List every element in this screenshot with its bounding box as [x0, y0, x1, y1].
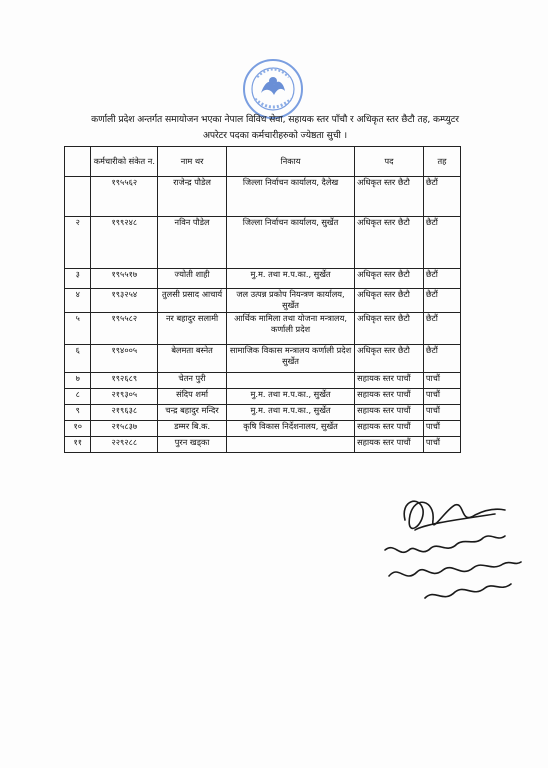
cell-employee-code: २१९६३८	[91, 405, 158, 421]
cell-post: सहायक स्तर पाचौं	[355, 389, 424, 405]
cell-post: अधिकृत स्तर छैटौ	[355, 289, 424, 313]
table-row	[65, 437, 461, 453]
cell-name: नर बहादुर सलामी	[158, 313, 227, 345]
cell-level: छैटौं	[423, 269, 460, 289]
table-row	[65, 405, 461, 421]
cell-office: आर्थिक मामिला तथा योजना मन्त्रालय, कर्णाली प्रदेश	[226, 313, 354, 345]
cell-employee-code: १९२६८९	[91, 373, 158, 389]
cell-office: जल उत्पन्न प्रकोप नियन्त्रण कार्यालय, सुर्खेत	[226, 289, 354, 313]
cell-post: सहायक स्तर पाचौं	[355, 405, 424, 421]
cell-sn: ११	[65, 437, 91, 453]
table-row	[65, 345, 461, 373]
cell-office: मु.म. तथा म.प.का., सुर्खेत	[226, 389, 354, 405]
cell-employee-code: १९३२५४	[91, 289, 158, 313]
cell-office: मु.म. तथा म.प.का., सुर्खेत	[226, 269, 354, 289]
heading-line-2: अपरेटर पदका कर्मचारीहरुको ज्येष्ठता सुची ।	[202, 130, 348, 141]
cell-level: छैटौं	[423, 289, 460, 313]
cell-level: छैटौं	[423, 313, 460, 345]
table-row	[65, 217, 461, 269]
cell-employee-code: १९४००५	[91, 345, 158, 373]
cell-level: पाचौं	[423, 437, 460, 453]
cell-name: संदिप शर्मा	[158, 389, 227, 405]
table-row	[65, 421, 461, 437]
cell-name: ज्योती शाही	[158, 269, 227, 289]
cell-name: बेलमता बस्नेत	[158, 345, 227, 373]
document-heading	[66, 112, 484, 144]
table-row	[65, 269, 461, 289]
cell-employee-code: २१९३०५	[91, 389, 158, 405]
seniority-table	[64, 146, 461, 453]
header-name: नाम थर	[158, 147, 227, 177]
cell-post: सहायक स्तर पाचौं	[355, 437, 424, 453]
cell-employee-code: १९५५६२	[91, 177, 158, 217]
cell-employee-code: १९९२४८	[91, 217, 158, 269]
cell-office: कृषि विकास निर्देशनालय, सुर्खेत	[226, 421, 354, 437]
cell-sn	[65, 177, 91, 217]
table-row	[65, 389, 461, 405]
cell-office	[226, 437, 354, 453]
cell-sn: ५	[65, 313, 91, 345]
cell-level: पाचौं	[423, 373, 460, 389]
cell-post: अधिकृत स्तर छैटौ	[355, 217, 424, 269]
cell-post: अधिकृत स्तर छैटौ	[355, 269, 424, 289]
cell-sn: २	[65, 217, 91, 269]
cell-employee-code: १९५५१७	[91, 269, 158, 289]
cell-post: अधिकृत स्तर छैटौ	[355, 345, 424, 373]
header-level: तह	[423, 147, 460, 177]
cell-sn: ८	[65, 389, 91, 405]
cell-name: तुलसी प्रसाद आचार्य	[158, 289, 227, 313]
cell-office: मु.म. तथा म.प.का., सुर्खेत	[226, 405, 354, 421]
heading-line-1: कर्णाली प्रदेश अन्तर्गत समायोजन भएका नेपाल विविध सेवा, सहायक स्तर पाँचौ र अधिकृत स्तर छैटौ तह, कम्प्युटर	[91, 114, 459, 125]
cell-office: जिल्ला निर्वाचन कार्यालय, सुर्खेत	[226, 217, 354, 269]
cell-name: राजेन्द्र पौडेल	[158, 177, 227, 217]
header-employee-code: कर्मचारीको संकेत न.	[91, 147, 158, 177]
cell-level: पाचौं	[423, 389, 460, 405]
cell-level: छैटौं	[423, 217, 460, 269]
cell-sn: ९	[65, 405, 91, 421]
cell-post: अधिकृत स्तर छैटौ	[355, 313, 424, 345]
cell-office	[226, 373, 354, 389]
cell-employee-code: १९५५८२	[91, 313, 158, 345]
cell-level: छैटौं	[423, 177, 460, 217]
cell-name: चेतन पुरी	[158, 373, 227, 389]
cell-office: जिल्ला निर्वाचन कार्यालय, दैलेख	[226, 177, 354, 217]
cell-sn: ४	[65, 289, 91, 313]
table-row	[65, 289, 461, 313]
header-post: पद	[355, 147, 424, 177]
cell-name: नविन पौडेल	[158, 217, 227, 269]
cell-name: चन्द्र बहादुर मन्दिर	[158, 405, 227, 421]
cell-office: सामाजिक विकास मन्त्रालय कर्णाली प्रदेश सुर्खेत	[226, 345, 354, 373]
header-office: निकाय	[226, 147, 354, 177]
table-header-row	[65, 147, 461, 177]
cell-level: छैटौं	[423, 345, 460, 373]
cell-post: सहायक स्तर पाचौं	[355, 421, 424, 437]
cell-sn: १०	[65, 421, 91, 437]
cell-name: डम्मर बि.क.	[158, 421, 227, 437]
cell-sn: ६	[65, 345, 91, 373]
cell-post: सहायक स्तर पाचौं	[355, 373, 424, 389]
table-row	[65, 177, 461, 217]
cell-level: पाचौं	[423, 421, 460, 437]
header-sn	[65, 147, 91, 177]
cell-name: पुरन खड्का	[158, 437, 227, 453]
cell-level: पाचौं	[423, 405, 460, 421]
handwritten-signature	[365, 480, 525, 620]
table-row	[65, 373, 461, 389]
cell-sn: ३	[65, 269, 91, 289]
cell-employee-code: २२९२८८	[91, 437, 158, 453]
cell-employee-code: २१५८३७	[91, 421, 158, 437]
cell-sn: ७	[65, 373, 91, 389]
table-row	[65, 313, 461, 345]
cell-post: अधिकृत स्तर छैटौ	[355, 177, 424, 217]
